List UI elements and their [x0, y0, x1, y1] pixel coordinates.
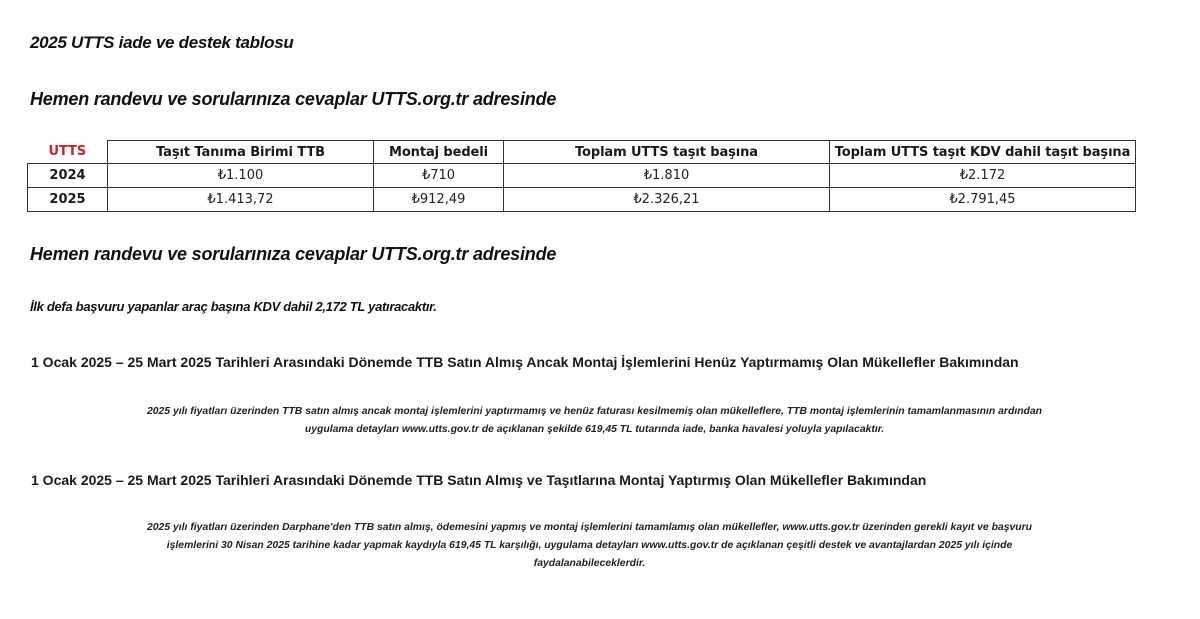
cell-year: 2025: [28, 188, 108, 212]
section-paragraph-not-installed: [32, 403, 1157, 439]
header-montaj: Montaj bedeli: [374, 141, 504, 164]
cell-toplam: ₺1.810: [504, 164, 830, 188]
cell-toplam: ₺2.326,21: [504, 188, 830, 212]
cell-montaj: ₺912,49: [374, 188, 504, 212]
paragraph-line: 2025 yılı fiyatları üzerinden TTB satın almış ancak montaj işlemlerini yaptırmamış ve henüz faturası kesilmemiş olan mükelleflere, TTB montaj işlemlerinin tamamlanmasının ardından: [146, 406, 1043, 417]
header-toplam: Toplam UTTS taşıt başına: [504, 141, 830, 164]
table-header-row: [28, 141, 1136, 164]
header-toplam-kdv: Toplam UTTS taşıt KDV dahil taşıt başına: [830, 141, 1136, 164]
cell-montaj: ₺710: [374, 164, 504, 188]
header-ttb: Taşıt Tanıma Birimi TTB: [108, 141, 374, 164]
paragraph-line: işlemlerini 30 Nisan 2025 tarihine kadar yapmak kaydıyla 619,45 TL karşılığı, uygulama detayları www.utts.gov.tr de açıklanan çeşitli destek ve avantajlardan 2025 yılı içinde: [166, 540, 1013, 551]
cell-ttb: ₺1.100: [108, 164, 374, 188]
cell-ttb: ₺1.413,72: [108, 188, 374, 212]
header-utts: UTTS: [28, 141, 108, 164]
paragraph-line: uygulama detayları www.utts.gov.tr de açıklanan şekilde 619,45 TL tutarında iade, banka havalesi yoluyla yapılacaktır.: [304, 424, 885, 435]
first-application-note: İlk defa başvuru yapanlar araç başına KDV dahil 2,172 TL yatıracaktır.: [30, 299, 437, 314]
section-paragraph-installed: [27, 519, 1152, 573]
cell-toplam-kdv: ₺2.791,45: [830, 188, 1136, 212]
document-title: 2025 UTTS iade ve destek tablosu: [30, 33, 294, 52]
section-heading-installed: 1 Ocak 2025 – 25 Mart 2025 Tarihleri Arasındaki Dönemde TTB Satın Almış ve Taşıtlarına Montaj Yaptırmış Olan Mükellefler Bakımından: [31, 472, 927, 488]
table-row: [28, 188, 1136, 212]
cell-year: 2024: [28, 164, 108, 188]
cell-toplam-kdv: ₺2.172: [830, 164, 1136, 188]
paragraph-line: 2025 yılı fiyatları üzerinden Darphane'den TTB satın almış, ödemesini yapmış ve montaj işlemlerini tamamlamış olan mükellefler, www.utts.gov.tr üzerinden gerekli kayıt ve başvuru: [146, 522, 1032, 533]
section-heading-not-installed: 1 Ocak 2025 – 25 Mart 2025 Tarihleri Arasındaki Dönemde TTB Satın Almış Ancak Montaj İşlemlerini Henüz Yaptırmamış Olan Mükellefler Bakımından: [31, 354, 1019, 370]
price-table: [27, 140, 1136, 212]
table-row: [28, 164, 1136, 188]
subtitle-bottom: Hemen randevu ve sorularınıza cevaplar UTTS.org.tr adresinde: [30, 244, 557, 264]
paragraph-line: faydalanabileceklerdir.: [533, 558, 646, 569]
subtitle-top: Hemen randevu ve sorularınıza cevaplar UTTS.org.tr adresinde: [30, 89, 557, 109]
